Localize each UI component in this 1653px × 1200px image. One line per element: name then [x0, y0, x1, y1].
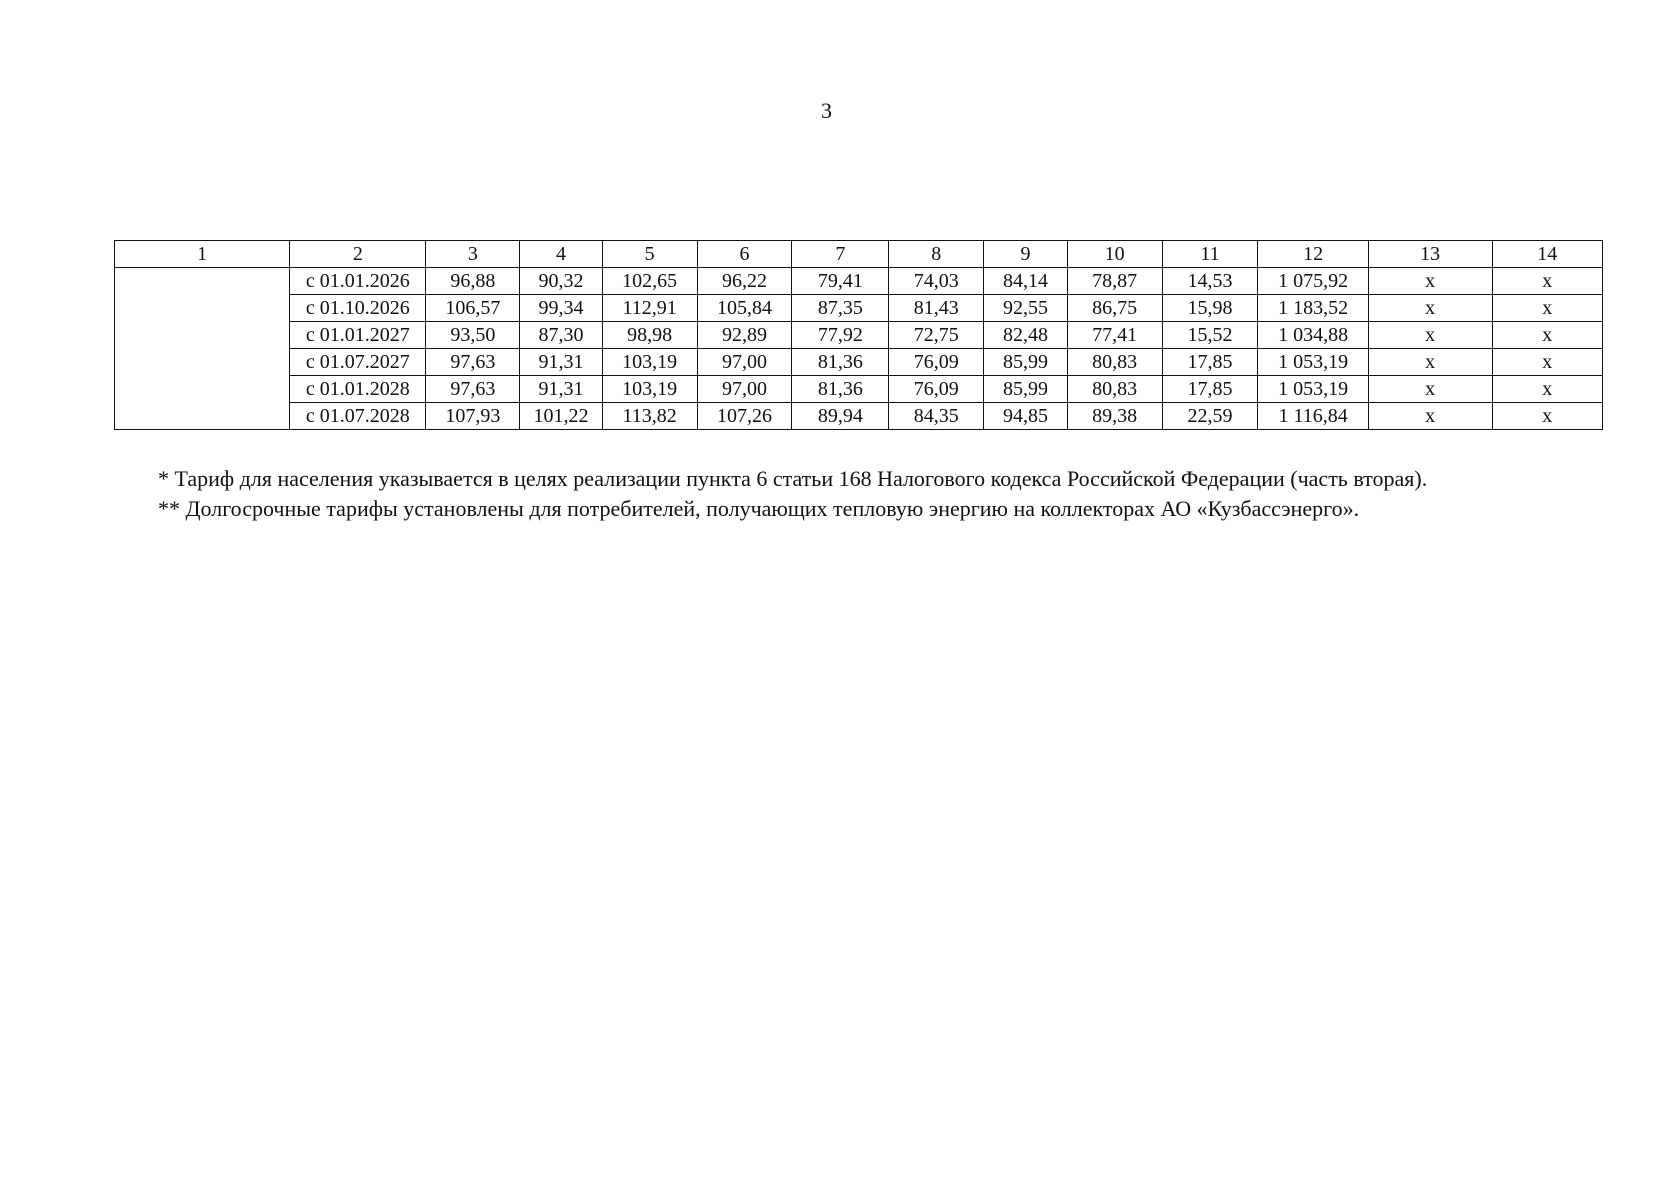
- table-cell: 1 075,92: [1258, 268, 1368, 295]
- table-cell: 107,93: [426, 403, 520, 430]
- date-cell: с 01.07.2027: [290, 349, 426, 376]
- table-cell: 92,55: [984, 295, 1068, 322]
- column-header: 9: [984, 241, 1068, 268]
- date-cell: с 01.01.2028: [290, 376, 426, 403]
- date-cell: с 01.10.2026: [290, 295, 426, 322]
- date-cell: с 01.01.2026: [290, 268, 426, 295]
- table-cell: 1 034,88: [1258, 322, 1368, 349]
- column-header: 3: [426, 241, 520, 268]
- table-cell: 106,57: [426, 295, 520, 322]
- table-cell: x: [1492, 403, 1602, 430]
- table-cell: 85,99: [984, 376, 1068, 403]
- column-header: 14: [1492, 241, 1602, 268]
- table-cell: 96,88: [426, 268, 520, 295]
- table-row: [115, 295, 1603, 322]
- table-cell: 77,41: [1067, 322, 1162, 349]
- table-cell: 84,35: [889, 403, 984, 430]
- column-header: 11: [1162, 241, 1258, 268]
- table-cell: 96,22: [697, 268, 792, 295]
- table-cell: 112,91: [602, 295, 697, 322]
- table-cell: 81,43: [889, 295, 984, 322]
- table-cell: 78,87: [1067, 268, 1162, 295]
- table-cell: 74,03: [889, 268, 984, 295]
- table-cell: 17,85: [1162, 349, 1258, 376]
- page-number: 3: [821, 98, 832, 123]
- footnotes: [158, 464, 1603, 524]
- table-cell: 76,09: [889, 376, 984, 403]
- table-cell: 113,82: [602, 403, 697, 430]
- table-cell: 97,00: [697, 376, 792, 403]
- table-cell: 84,14: [984, 268, 1068, 295]
- table-cell: 103,19: [602, 376, 697, 403]
- table-cell: 17,85: [1162, 376, 1258, 403]
- column-header: 4: [520, 241, 602, 268]
- table-cell: 87,30: [520, 322, 602, 349]
- column-header: 2: [290, 241, 426, 268]
- table-cell: 107,26: [697, 403, 792, 430]
- column-header: 1: [115, 241, 290, 268]
- table-cell: 15,52: [1162, 322, 1258, 349]
- table-cell: 91,31: [520, 349, 602, 376]
- footnote-long-term-tariffs: ** Долгосрочные тарифы установлены для потребителей, получающих тепловую энергию на коллекторах АО «Кузбассэнерго».: [158, 496, 1360, 521]
- table-row: [115, 403, 1603, 430]
- table-cell: 91,31: [520, 376, 602, 403]
- table-cell: x: [1492, 268, 1602, 295]
- table-cell: 22,59: [1162, 403, 1258, 430]
- table-cell: 86,75: [1067, 295, 1162, 322]
- column-header: 10: [1067, 241, 1162, 268]
- group-label-cell: [115, 268, 290, 430]
- table-cell: 1 053,19: [1258, 376, 1368, 403]
- table-cell: 105,84: [697, 295, 792, 322]
- table-cell: 97,63: [426, 349, 520, 376]
- table-cell: 89,94: [792, 403, 889, 430]
- table-cell: 1 053,19: [1258, 349, 1368, 376]
- table-cell: x: [1368, 268, 1492, 295]
- footnote-population-tariff: * Тариф для населения указывается в целях реализации пункта 6 статьи 168 Налогового кодекса Российской Федерации (часть вторая).: [158, 466, 1428, 491]
- table-row: [115, 376, 1603, 403]
- table-cell: 97,63: [426, 376, 520, 403]
- table-cell: 80,83: [1067, 376, 1162, 403]
- table-cell: 80,83: [1067, 349, 1162, 376]
- table-cell: 1 116,84: [1258, 403, 1368, 430]
- table-cell: 103,19: [602, 349, 697, 376]
- table-cell: x: [1368, 376, 1492, 403]
- table-cell: 98,98: [602, 322, 697, 349]
- table-cell: 94,85: [984, 403, 1068, 430]
- table-cell: 81,36: [792, 376, 889, 403]
- column-header: 12: [1258, 241, 1368, 268]
- column-header: 13: [1368, 241, 1492, 268]
- table-cell: 89,38: [1067, 403, 1162, 430]
- table-cell: 90,32: [520, 268, 602, 295]
- date-cell: с 01.01.2027: [290, 322, 426, 349]
- table-cell: 102,65: [602, 268, 697, 295]
- column-header: 6: [697, 241, 792, 268]
- table-cell: 101,22: [520, 403, 602, 430]
- table-row: [115, 268, 1603, 295]
- tariff-table: [114, 240, 1603, 430]
- table-cell: x: [1492, 349, 1602, 376]
- table-cell: x: [1492, 295, 1602, 322]
- table-cell: 81,36: [792, 349, 889, 376]
- table-cell: 76,09: [889, 349, 984, 376]
- table-cell: x: [1368, 403, 1492, 430]
- table-cell: 72,75: [889, 322, 984, 349]
- table-cell: x: [1492, 376, 1602, 403]
- date-cell: с 01.07.2028: [290, 403, 426, 430]
- table-cell: 92,89: [697, 322, 792, 349]
- table-cell: 97,00: [697, 349, 792, 376]
- table-cell: 99,34: [520, 295, 602, 322]
- column-header: 7: [792, 241, 889, 268]
- table-cell: 79,41: [792, 268, 889, 295]
- table-cell: x: [1368, 349, 1492, 376]
- column-header: 5: [602, 241, 697, 268]
- table-row: [115, 322, 1603, 349]
- table-cell: 85,99: [984, 349, 1068, 376]
- table-cell: 77,92: [792, 322, 889, 349]
- table-cell: 87,35: [792, 295, 889, 322]
- table-cell: 1 183,52: [1258, 295, 1368, 322]
- table-header-row: [115, 241, 1603, 268]
- table-cell: x: [1368, 322, 1492, 349]
- table-cell: 15,98: [1162, 295, 1258, 322]
- table-cell: 14,53: [1162, 268, 1258, 295]
- table-cell: 93,50: [426, 322, 520, 349]
- table-cell: x: [1368, 295, 1492, 322]
- column-header: 8: [889, 241, 984, 268]
- table-cell: 82,48: [984, 322, 1068, 349]
- table-cell: x: [1492, 322, 1602, 349]
- table-row: [115, 349, 1603, 376]
